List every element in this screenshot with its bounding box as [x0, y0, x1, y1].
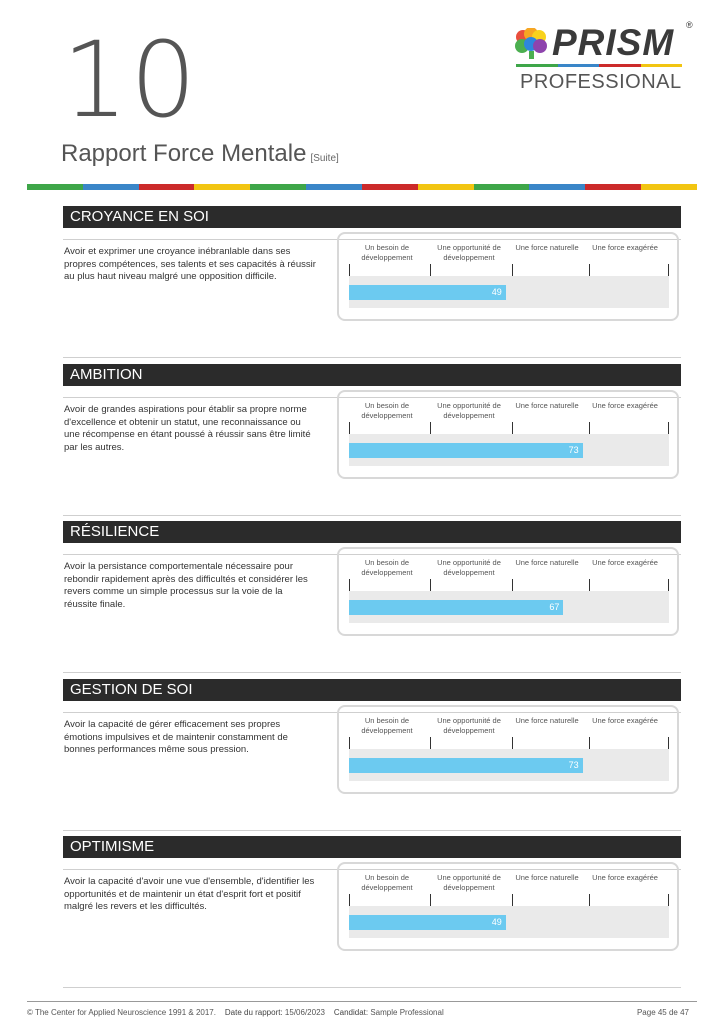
- section-divider-bottom: [63, 515, 681, 516]
- score-value: 49: [491, 917, 502, 927]
- scale-label: Une force exagérée: [592, 558, 658, 567]
- logo-word: PRISM: [552, 22, 675, 63]
- stripe-segment: [599, 64, 641, 67]
- section-title: CROYANCE EN SOI: [63, 206, 681, 228]
- footer: [27, 1008, 697, 1017]
- scale-label: Un besoin de développement: [361, 243, 413, 262]
- score-bar: [349, 915, 506, 930]
- section-divider-bottom: [63, 987, 681, 988]
- scale-label: Un besoin de développement: [361, 401, 413, 420]
- brain-stem: [529, 51, 534, 59]
- section-divider-bottom: [63, 357, 681, 358]
- score-scale: [337, 547, 679, 636]
- footer-copyright: © The Center for Applied Neuroscience 1991 & 2017.: [27, 1008, 216, 1017]
- stripe-segment: [558, 64, 600, 67]
- score-track: [349, 906, 669, 938]
- score-track: [349, 434, 669, 466]
- page-title: [61, 140, 339, 168]
- footer-date-value: 15/06/2023: [284, 1008, 325, 1017]
- page-title-suffix: [Suite]: [310, 153, 339, 164]
- stripe-segment: [474, 184, 530, 190]
- stripe-segment: [362, 184, 418, 190]
- color-stripe: [27, 184, 697, 190]
- scale-label: Un besoin de développement: [361, 716, 413, 735]
- stripe-segment: [139, 184, 195, 190]
- scale-label: Une force naturelle: [515, 243, 579, 252]
- trait-section: [63, 206, 681, 297]
- section-title: GESTION DE SOI: [63, 679, 681, 701]
- stripe-segment: [306, 184, 362, 190]
- scale-label: Une force exagérée: [592, 243, 658, 252]
- stripe-segment: [418, 184, 474, 190]
- stripe-segment: [529, 184, 585, 190]
- stripe-segment: [585, 184, 641, 190]
- trait-section: [63, 364, 681, 455]
- scale-label: Un besoin de développement: [361, 558, 413, 577]
- section-description: Avoir et exprimer une croyance inébranlable dans ses propres compétences, ses talents et ses capacités à réussir au plus haut niveau malgré une opposition difficile.: [64, 246, 316, 282]
- score-bar: [349, 758, 583, 773]
- footer-candidate-label: Candidat:: [333, 1008, 369, 1017]
- footer-page-number: Page 45 de 47: [636, 1008, 689, 1017]
- stripe-segment: [194, 184, 250, 190]
- footer-candidate-value: Sample Professional: [370, 1008, 444, 1017]
- trait-section: [63, 836, 681, 927]
- score-value: 67: [549, 602, 560, 612]
- score-track: [349, 749, 669, 781]
- section-title: AMBITION: [63, 364, 681, 386]
- registered-mark: ®: [686, 20, 693, 30]
- score-value: 73: [568, 445, 579, 455]
- scale-label: Une force exagérée: [592, 401, 658, 410]
- section-title: OPTIMISME: [63, 836, 681, 858]
- scale-label: Une force naturelle: [515, 401, 579, 410]
- stripe-segment: [27, 184, 83, 190]
- logo-stripe: [516, 64, 682, 67]
- stripe-segment: [641, 64, 683, 67]
- scale-label: Une opportunité de développement: [437, 558, 501, 577]
- score-bar: [349, 443, 583, 458]
- page-title-text: Rapport Force Mentale: [61, 140, 307, 167]
- scale-label: Un besoin de développement: [361, 873, 413, 892]
- score-bar: [349, 600, 563, 615]
- logo-subtitle: PROFESSIONAL: [520, 71, 682, 93]
- score-track: [349, 591, 669, 623]
- scale-label: Une force naturelle: [515, 716, 579, 725]
- scale-label: Une opportunité de développement: [437, 873, 501, 892]
- section-description: Avoir la capacité de gérer efficacement ses propres émotions impulsives et de maintenir constamment de bonnes performances même sous pression.: [64, 719, 288, 755]
- stripe-segment: [83, 184, 139, 190]
- brain-lobe: [533, 39, 547, 53]
- scale-label: Une force exagérée: [592, 716, 658, 725]
- scale-label: Une opportunité de développement: [437, 716, 501, 735]
- section-description: Avoir de grandes aspirations pour établir sa propre norme d'excellence et obtenir un statut, une reconnaissance ou une récompense en étant poussé à réussir sans être limité par les autres.: [64, 404, 311, 453]
- scale-label: Une opportunité de développement: [437, 401, 501, 420]
- stripe-segment: [250, 184, 306, 190]
- section-divider-bottom: [63, 672, 681, 673]
- score-value: 49: [491, 287, 502, 297]
- score-track: [349, 276, 669, 308]
- brain-icon: [514, 28, 548, 60]
- score-value: 73: [568, 760, 579, 770]
- chapter-number: 10: [62, 19, 199, 141]
- scale-label: Une force naturelle: [515, 558, 579, 567]
- section-divider-bottom: [63, 830, 681, 831]
- stripe-segment: [641, 184, 697, 190]
- footer-date-label: Date du rapport:: [224, 1008, 283, 1017]
- score-bar: [349, 285, 506, 300]
- score-scale: [337, 232, 679, 321]
- footer-divider: [27, 1001, 697, 1002]
- trait-section: [63, 521, 681, 612]
- scale-label: Une force exagérée: [592, 873, 658, 882]
- section-description: Avoir la capacité d'avoir une vue d'ensemble, d'identifier les opportunités et de maintenir un état d'esprit fort et positif malgré les revers et les difficultés.: [64, 876, 315, 912]
- score-scale: [337, 390, 679, 479]
- score-scale: [337, 862, 679, 951]
- stripe-segment: [516, 64, 558, 67]
- section-description: Avoir la persistance comportementale nécessaire pour rebondir rapidement après des difficultés et considérer les revers comme un simple processus sur la voie de la réussite finale.: [64, 561, 308, 610]
- scale-label: Une opportunité de développement: [437, 243, 501, 262]
- scale-label: Une force naturelle: [515, 873, 579, 882]
- section-title: RÉSILIENCE: [63, 521, 681, 543]
- prism-logo: [514, 20, 694, 98]
- score-scale: [337, 705, 679, 794]
- trait-section: [63, 679, 681, 770]
